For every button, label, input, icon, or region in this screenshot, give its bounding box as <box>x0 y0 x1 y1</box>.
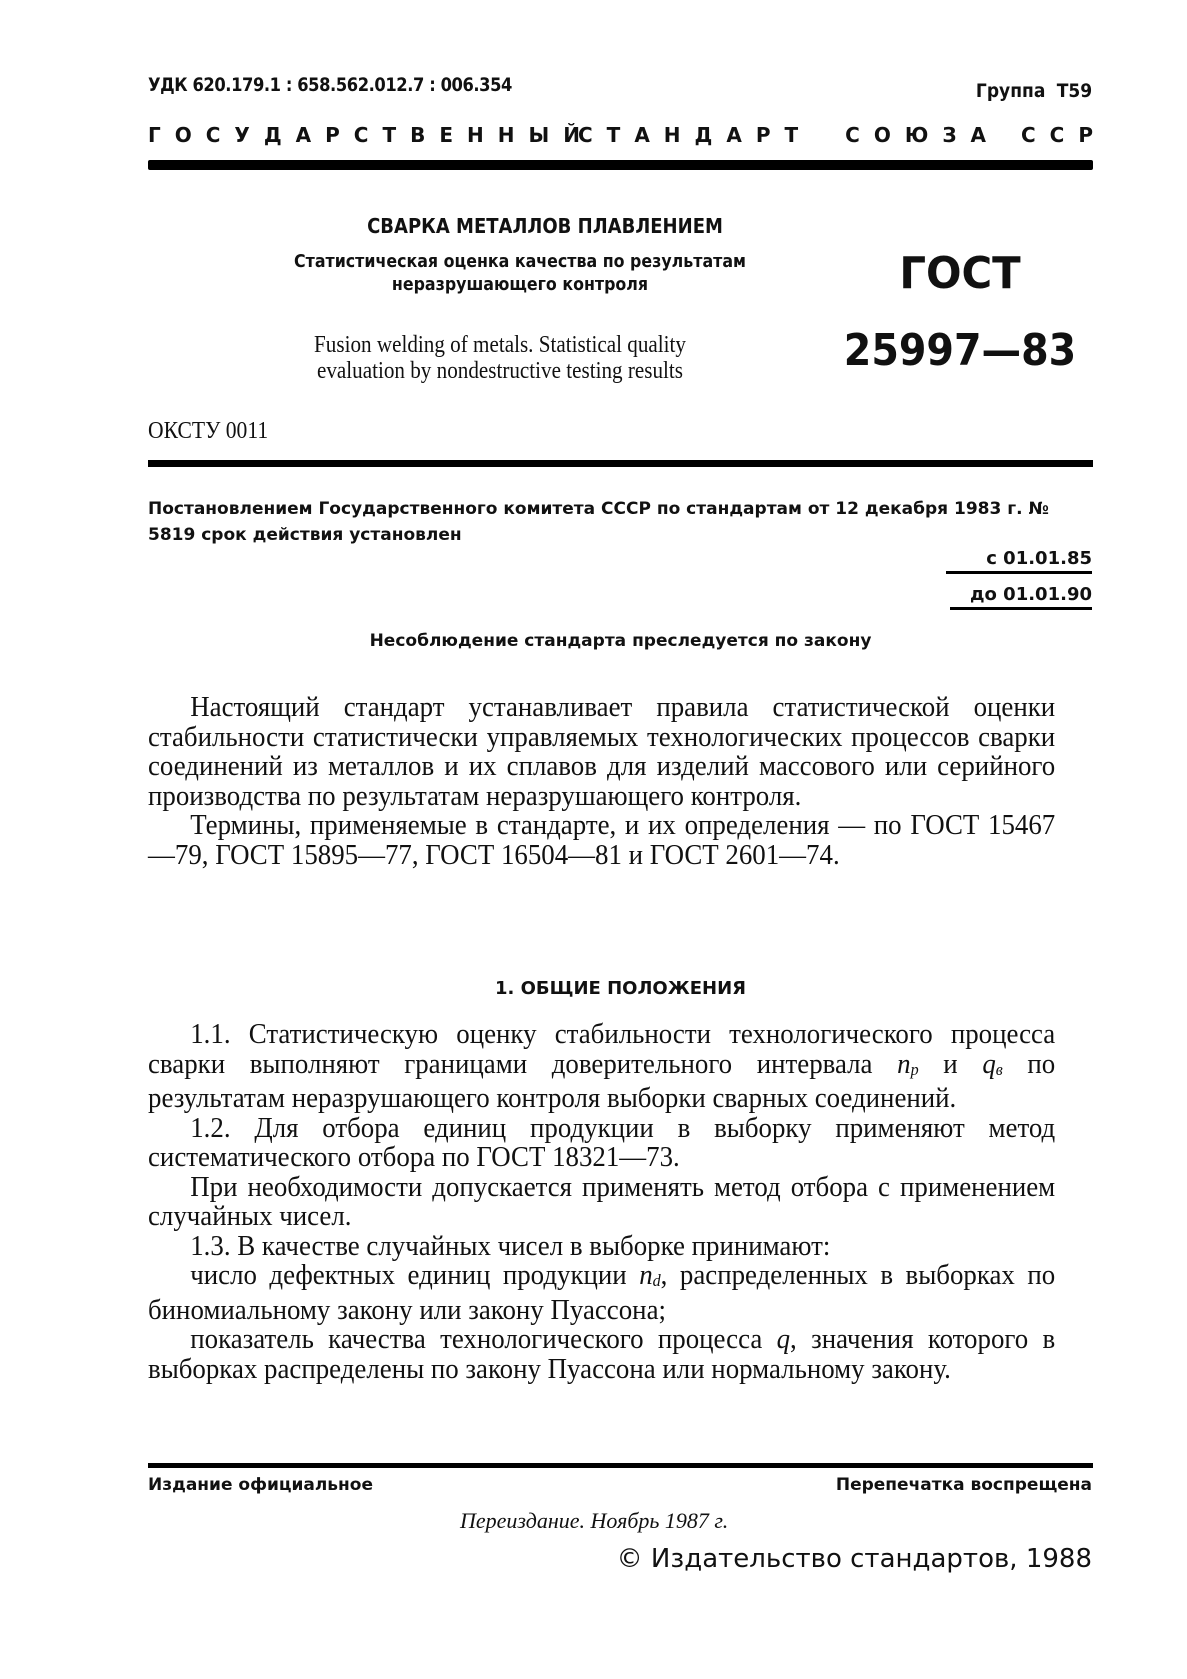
title-ru: СВАРКА МЕТАЛЛОВ ПЛАВЛЕНИЕМ <box>367 214 723 238</box>
symbol-np-subscript: р <box>910 1059 919 1079</box>
decree-text: Постановлением Государственного комитета СССР по стандартам от 12 декабря 1983 г. № 5819 срок действия установлен <box>148 499 1049 545</box>
effective-from-date: с 01.01.85 <box>946 548 1092 574</box>
gost-number: 25997—83 <box>843 325 1077 376</box>
intro-paragraph: Настоящий стандарт устанавливает правила статистической оценки стабильности статистически управляемых технологических процессов сварки соединений из металлов и их сплавов для изделий массового или серийного производства по результатам неразрушающего контроля. <box>148 692 1056 812</box>
title-rule <box>148 460 1093 467</box>
clause-text: , распределенных в выборках по биномиальному закону или закону Пуассона; <box>148 1260 1056 1326</box>
symbol-qv-base: q <box>982 1048 996 1080</box>
reprint-prohibited-label: Перепечатка воспрещена <box>835 1475 1092 1495</box>
symbol-np-base: n <box>897 1048 911 1080</box>
symbol-nd-base: n <box>639 1260 653 1291</box>
symbol-qv-subscript: в <box>995 1059 1003 1079</box>
banner-word: СОЮЗА ССР <box>845 123 1107 147</box>
clause-text: число дефектных единиц продукции <box>190 1260 627 1291</box>
section-1-body <box>148 1020 1055 1384</box>
subtitle-ru <box>221 250 819 296</box>
group-code: Группа Т59 <box>975 80 1092 102</box>
symbol-np <box>897 1049 918 1080</box>
udk-code: УДК 620.179.1 : 658.562.012.7 : 006.354 <box>148 74 512 96</box>
footer-rule <box>148 1463 1093 1468</box>
symbol-nd-subscript: d <box>652 1271 661 1290</box>
clause-1-2: 1.2. Для отбора единиц продукции в выборку применяют метод систематического отбора по ГОСТ 18321—73. <box>148 1112 1056 1173</box>
clause-1-3-item <box>148 1261 1055 1325</box>
gost-label: ГОСТ <box>899 248 1021 299</box>
section-1-heading: 1. ОБЩИЕ ПОЛОЖЕНИЯ <box>494 978 747 999</box>
banner-word: СТАНДАРТ <box>578 123 813 147</box>
terms-paragraph: Термины, применяемые в стандарте, и их определения — по ГОСТ 15467—79, ГОСТ 15895—77, ГОСТ 16504—81 и ГОСТ 2601—74. <box>148 810 1056 871</box>
clause-1-1 <box>148 1020 1055 1114</box>
law-notice: Несоблюдение стандарта преследуется по закону <box>369 631 872 651</box>
intro-section <box>148 693 1055 870</box>
symbol-qv <box>982 1049 1002 1080</box>
clause-1-3: 1.3. В качестве случайных чисел в выборке принимают: <box>190 1230 831 1262</box>
reissue-note: Переиздание. Ноябрь 1987 г. <box>460 1508 729 1533</box>
clause-text: и <box>943 1048 958 1080</box>
clause-text: показатель качества технологического процесса <box>190 1324 763 1355</box>
clause-1-3-item <box>148 1325 1055 1384</box>
banner-word: ГОСУДАРСТВЕННЫЙ <box>148 123 594 147</box>
title-en <box>236 332 764 384</box>
title-en-line: evaluation by nondestructive testing results <box>316 358 683 384</box>
symbol-q: q <box>776 1324 791 1355</box>
copyright-notice: © Издательство стандартов, 1988 <box>616 1544 1092 1574</box>
state-standard-banner <box>148 118 1107 152</box>
clause-1-2-note: При необходимости допускается применять метод отбора с применением случайных чисел. <box>148 1171 1056 1232</box>
oksty-code: ОКСТУ 0011 <box>148 418 269 444</box>
symbol-nd <box>639 1260 660 1291</box>
effective-to-date: до 01.01.90 <box>950 584 1092 610</box>
header-rule <box>148 160 1093 170</box>
clause-text: по результатам неразрушающего контроля выборки сварных соединений. <box>148 1048 1056 1114</box>
title-en-line: Fusion welding of metals. Statistical quality <box>314 332 686 358</box>
clause-text: , значения которого в выборках распределены по закону Пуассона или нормальному закону. <box>148 1324 1056 1385</box>
subtitle-ru-line: неразрушающего контроля <box>391 274 649 295</box>
clause-text: 1.1. Статистическую оценку стабильности технологического процесса сварки выполняют границами доверительного интервала <box>148 1019 1056 1080</box>
official-edition-label: Издание официальное <box>148 1475 374 1495</box>
subtitle-ru-line: Статистическая оценка качества по результатам <box>294 251 746 272</box>
